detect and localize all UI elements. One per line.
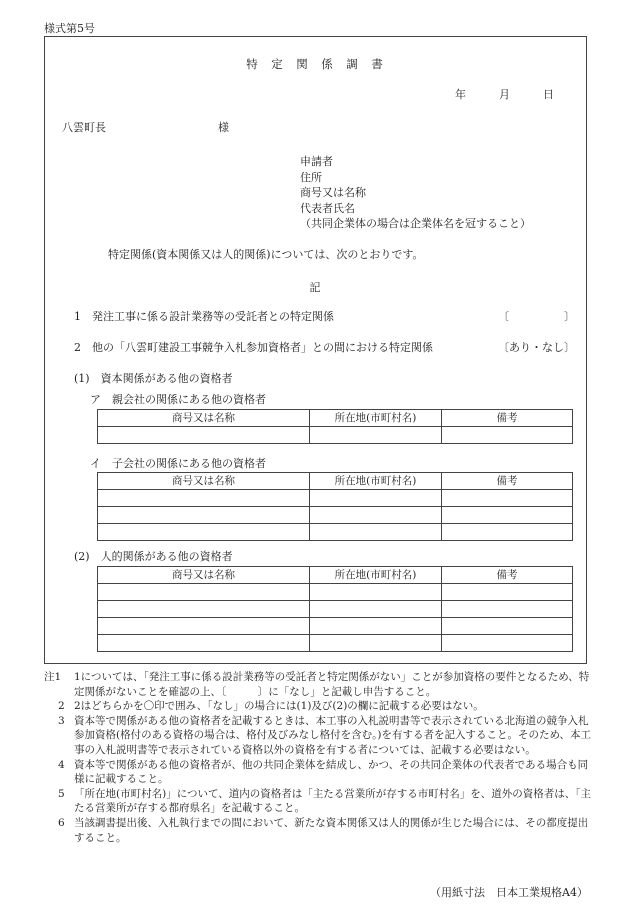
header-remarks: 備考 xyxy=(442,410,573,427)
document-title: 特 定 関 係 調 書 xyxy=(246,57,384,71)
subsection-a-heading: ア 親会社の関係にある他の資格者 xyxy=(90,393,266,406)
table-row xyxy=(98,618,573,635)
paper-size-footer: （用紙寸法 日本工業規格A4） xyxy=(430,886,588,899)
applicant-block xyxy=(300,154,531,232)
header-location: 所在地(市町村名) xyxy=(310,473,442,490)
note-text: 2はどちらかを〇印で囲み、「なし」の場合には(1)及び(2)の欄に記載する必要はない。 xyxy=(74,700,484,713)
applicant-representative-label: 代表者氏名 xyxy=(300,201,355,215)
header-company-name: 商号又は名称 xyxy=(98,473,310,490)
personal-relation-table xyxy=(97,566,573,652)
table-row xyxy=(98,507,573,524)
note-number: 3 xyxy=(58,714,65,727)
table-row xyxy=(98,635,573,652)
header-remarks: 備考 xyxy=(442,567,573,584)
header-location: 所在地(市町村名) xyxy=(310,567,442,584)
table-header-row xyxy=(98,473,573,490)
subsection-i-heading: イ 子会社の関係にある他の資格者 xyxy=(90,457,266,470)
section2-heading: (2) 人的関係がある他の資格者 xyxy=(74,550,233,563)
applicant-jv-note: （共同企業体の場合は企業体名を冠すること） xyxy=(300,217,531,230)
table-header-row xyxy=(98,567,573,584)
note-item xyxy=(44,714,594,758)
note-text: 当該調書提出後、入札執行までの間において、新たな資本関係又は人的関係が生じた場合には、その都度提出すること。 xyxy=(74,816,589,844)
intro-text: 特定関係(資本関係又は人的関係)については、次のとおりです。 xyxy=(108,248,424,261)
item1-text: 1 発注工事に係る設計業務等の受託者との特定関係 xyxy=(74,310,334,323)
applicant-label: 申請者 xyxy=(300,155,333,168)
note-item xyxy=(44,816,594,845)
parent-company-table xyxy=(97,409,573,444)
item2-bracket: 〔あり・なし〕 xyxy=(498,341,575,354)
item1-bracket: 〔 〕 xyxy=(498,310,575,323)
header-location: 所在地(市町村名) xyxy=(310,410,442,427)
note-text: 資本等で関係がある他の資格者を記載するときは、本工事の入札説明書等で表示されている北海道の競争入札参加資格(格付のある資格の場合は、格付及びみなし格付を含む。)を有する者を記入すること。そのため、本工事の入札説明書等で表示されている資格以外の資格を有する者については、記載する必要はない。 xyxy=(74,714,592,756)
note-number: 5 xyxy=(58,787,65,800)
date-line: 年 月 日 xyxy=(455,88,554,101)
note-text: 1については、「発注工事に係る設計業務等の受託者と特定関係がない」ことが参加資格の要件となるため、特定関係がないことを確認の上、〔 〕に「なし」と記載し申告すること。 xyxy=(74,671,590,698)
applicant-address-label: 住所 xyxy=(300,170,322,184)
note-item xyxy=(44,787,594,816)
table-row xyxy=(98,490,573,507)
section1-heading: (1) 資本関係がある他の資格者 xyxy=(74,372,233,385)
honorific: 様 xyxy=(218,121,229,134)
ki-heading: 記 xyxy=(309,281,321,294)
applicant-company-label: 商号又は名称 xyxy=(300,186,366,199)
form-number: 様式第5号 xyxy=(44,22,95,35)
subsidiary-table xyxy=(97,472,573,541)
note-item xyxy=(44,758,594,787)
note-item xyxy=(44,699,594,714)
note-number: 2 xyxy=(58,700,65,713)
notes-section xyxy=(44,670,594,845)
item2-text: 2 他の「八雲町建設工事競争入札参加資格者」との間における特定関係 xyxy=(74,341,433,354)
table-row xyxy=(98,524,573,541)
table-row xyxy=(98,427,573,444)
note-text: 資本等で関係がある他の資格者が、他の共同企業体を結成し、かつ、その共同企業体の代表者である場合も同様に記載すること。 xyxy=(74,758,589,786)
table-row xyxy=(98,601,573,618)
table-header-row xyxy=(98,410,573,427)
note-item xyxy=(44,670,594,699)
note-number: 6 xyxy=(58,816,65,829)
note-number: 4 xyxy=(58,758,65,771)
header-company-name: 商号又は名称 xyxy=(98,410,310,427)
addressee: 八雲町長 xyxy=(62,121,106,134)
table-row xyxy=(98,584,573,601)
note-number: 注1 xyxy=(44,671,62,683)
note-text: 「所在地(市町村名)」について、道内の資格者は「主たる営業所が存する市町村名」を、道外の資格者は、「主たる営業所が存する都府県名」を記載すること。 xyxy=(74,787,592,815)
header-company-name: 商号又は名称 xyxy=(98,567,310,584)
header-remarks: 備考 xyxy=(442,473,573,490)
